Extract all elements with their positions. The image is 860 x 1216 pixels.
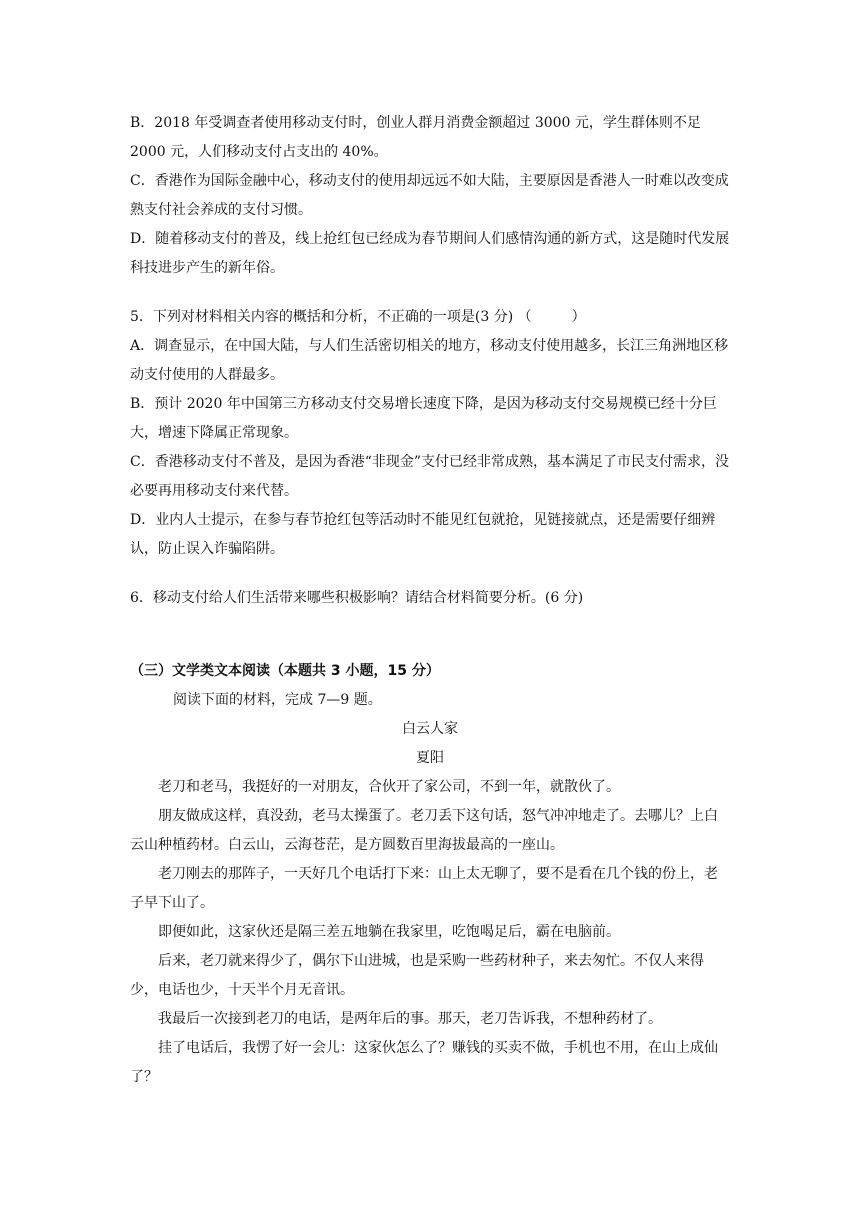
question-5-option-d: D．业内人士提示，在参与春节抢红包等活动时不能见红包就抢，见链接就点，还是需要仔细辨认，防止误入诈骗陷阱。	[130, 512, 716, 557]
question-5-stem	[130, 303, 730, 332]
story-paragraph: 即便如此，这家伙还是隔三差五地躺在我家里，吃饱喝足后，霸在电脑前。	[158, 924, 620, 940]
story-title: 白云人家	[402, 721, 458, 737]
option-b-prev: B．2018 年受调查者使用移动支付时，创业人群月消费金额超过 3000 元，学生群体则不足 2000 元，人们移动支付占支出的 40%。	[130, 115, 701, 160]
story-paragraph: 老刀和老马，我挺好的一对朋友，合伙开了家公司，不到一年，就散伙了。	[158, 779, 620, 795]
story-paragraph: 我最后一次接到老刀的电话，是两年后的事。那天，老刀告诉我，不想种药材了。	[158, 1011, 662, 1027]
question-5-text: 5．下列对材料相关内容的概括和分析，不正确的一项是(3 分)	[130, 309, 514, 325]
option-d-prev: D．随着移动支付的普及，线上抢红包已经成为春节期间人们感情沟通的新方式，这是随时代发展科技进步产生的新年俗。	[130, 231, 730, 276]
story-paragraph: 后来，老刀就来得少了，偶尔下山进城，也是采购一些药材种子，来去匆忙。不仅人来得少，电话也少，十天半个月无音讯。	[130, 953, 704, 998]
story-paragraph: 老刀刚去的那阵子，一天好几个电话打下来：山上太无聊了，要不是看在几个钱的份上，老子早下山了。	[130, 866, 718, 911]
document-content	[130, 109, 730, 1092]
answer-paren-close: ）	[571, 309, 586, 325]
story-paragraph: 挂了电话后，我愣了好一会儿：这家伙怎么了？赚钱的买卖不做，手机也不用，在山上成仙了？	[130, 1040, 718, 1085]
section-heading: （三）文学类文本阅读（本题共 3 小题，15 分）	[130, 663, 440, 679]
question-5-option-a: A．调查显示，在中国大陆，与人们生活密切相关的地方，移动支付使用越多，长江三角洲地区移动支付使用的人群最多。	[130, 338, 729, 383]
question-5-option-b: B．预计 2020 年中国第三方移动支付交易增长速度下降，是因为移动支付交易规模已经十分巨大，增速下降属正常现象。	[130, 396, 717, 441]
story-paragraph: 朋友做成这样，真没劲，老马太操蛋了。老刀丢下这句话，怒气冲冲地走了。去哪儿？上白云山种植药材。白云山，云海苍茫，是方圆数百里海拔最高的一座山。	[130, 808, 718, 853]
story-author: 夏阳	[416, 750, 444, 766]
section-instruction: 阅读下面的材料，完成 7—9 题。	[173, 692, 382, 708]
answer-paren-open: （	[517, 309, 532, 325]
question-5-option-c: C．香港移动支付不普及，是因为香港“非现金”支付已经非常成熟，基本满足了市民支付需求，没必要再用移动支付来代替。	[130, 454, 730, 499]
option-c-prev: C．香港作为国际金融中心，移动支付的使用却远远不如大陆，主要原因是香港人一时难以改变成熟支付社会养成的支付习惯。	[130, 173, 729, 218]
question-6: 6．移动支付给人们生活带来哪些积极影响？请结合材料简要分析。(6 分)	[130, 590, 584, 606]
